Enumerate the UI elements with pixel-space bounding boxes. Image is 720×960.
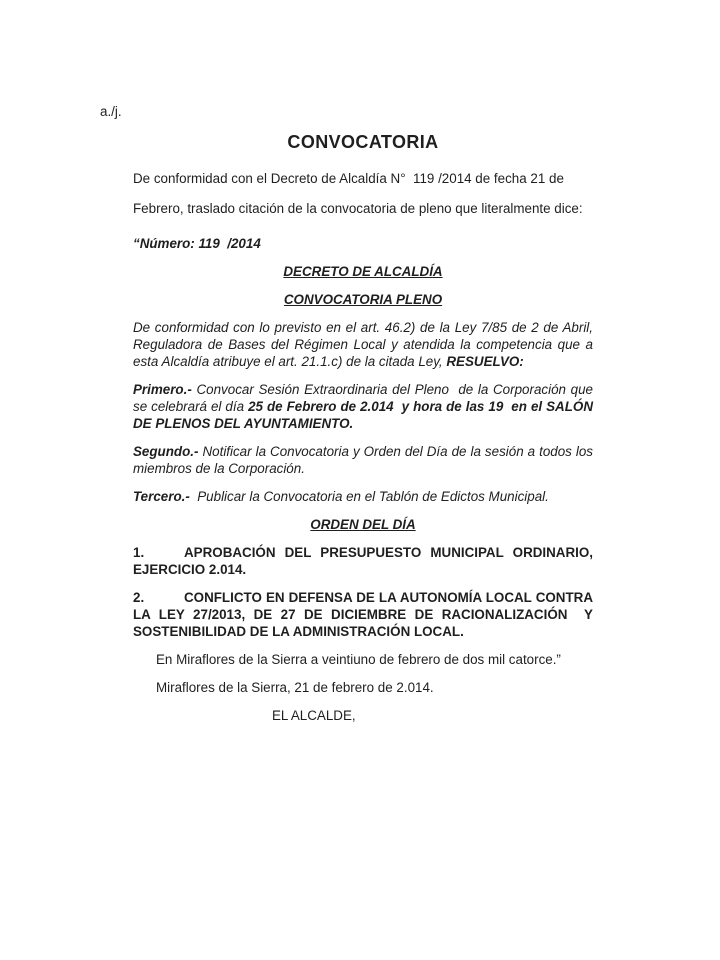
- agenda-item-2-number: 2.: [133, 590, 145, 605]
- resuelvo-emphasis: RESUELVO:: [446, 354, 524, 369]
- segundo-body: Notificar la Convocatoria y Orden del Día de la sesión a todos los miembros de la Corporación.: [133, 444, 597, 476]
- primero-emphasis: 25 de Febrero de 2.014 y hora de las 19 en el SALÓN DE PLENOS DEL AYUNTAMIENTO.: [133, 399, 597, 431]
- place-date-line: Miraflores de la Sierra, 21 de febrero de 2.014.: [156, 680, 434, 695]
- agenda-item-1-number: 1.: [133, 545, 145, 560]
- primero-body: Convocar Sesión Extraordinaria del Pleno de la Corporación que se celebrará el día: [133, 382, 597, 414]
- heading-convocatoria-pleno: CONVOCATORIA PLENO: [283, 292, 443, 307]
- tercero-lead: Tercero.-: [133, 489, 190, 504]
- agenda-item-2: [133, 589, 597, 640]
- segundo-lead: Segundo.-: [133, 444, 199, 459]
- closing-quote-line: En Miraflores de la Sierra a veintiuno de febrero de dos mil catorce.”: [156, 652, 561, 667]
- primero-lead: Primero.-: [133, 382, 192, 397]
- agenda-item-1: [133, 544, 597, 578]
- heading-decreto-de-alcaldia: DECRETO DE ALCALDÍA: [283, 264, 443, 279]
- decree-number-line: “Número: 119 /2014: [133, 236, 261, 251]
- paragraph-tercero: [133, 488, 593, 505]
- signature-title: EL ALCALDE,: [272, 708, 356, 723]
- paragraph-primero: [133, 381, 597, 432]
- resuelvo-body: De conformidad con lo previsto en el art. 46.2) de la Ley 7/85 de 2 de Abril, Reguladora de Bases del Régimen Local y atendida la competencia que a esta Alcaldía atribuye el art. 21.1.c) de la citada Ley,: [133, 320, 597, 369]
- intro-paragraph: De conformidad con el Decreto de Alcaldía N° 119 /2014 de fecha 21 de Febrero, traslado citación de la convocatoria de pleno que literalmente dice:: [133, 171, 583, 216]
- heading-orden-del-dia: ORDEN DEL DÍA: [310, 517, 416, 532]
- document-content: [133, 131, 597, 735]
- reference-initials: a./j.: [100, 104, 122, 119]
- agenda-item-2-text: CONFLICTO EN DEFENSA DE LA AUTONOMÍA LOCAL CONTRA LA LEY 27/2013, DE 27 DE DICIEMBRE DE RACIONALIZACIÓN Y SOSTENIBILIDAD DE LA ADMINISTRACIÓN LOCAL.: [133, 590, 597, 639]
- document-title: CONVOCATORIA: [287, 132, 439, 152]
- paragraph-segundo: [133, 443, 597, 477]
- paragraph-resuelvo: [133, 319, 597, 370]
- agenda-item-1-text: APROBACIÓN DEL PRESUPUESTO MUNICIPAL ORDINARIO, EJERCICIO 2.014.: [133, 545, 597, 577]
- tercero-body: Publicar la Convocatoria en el Tablón de Edictos Municipal.: [189, 489, 549, 504]
